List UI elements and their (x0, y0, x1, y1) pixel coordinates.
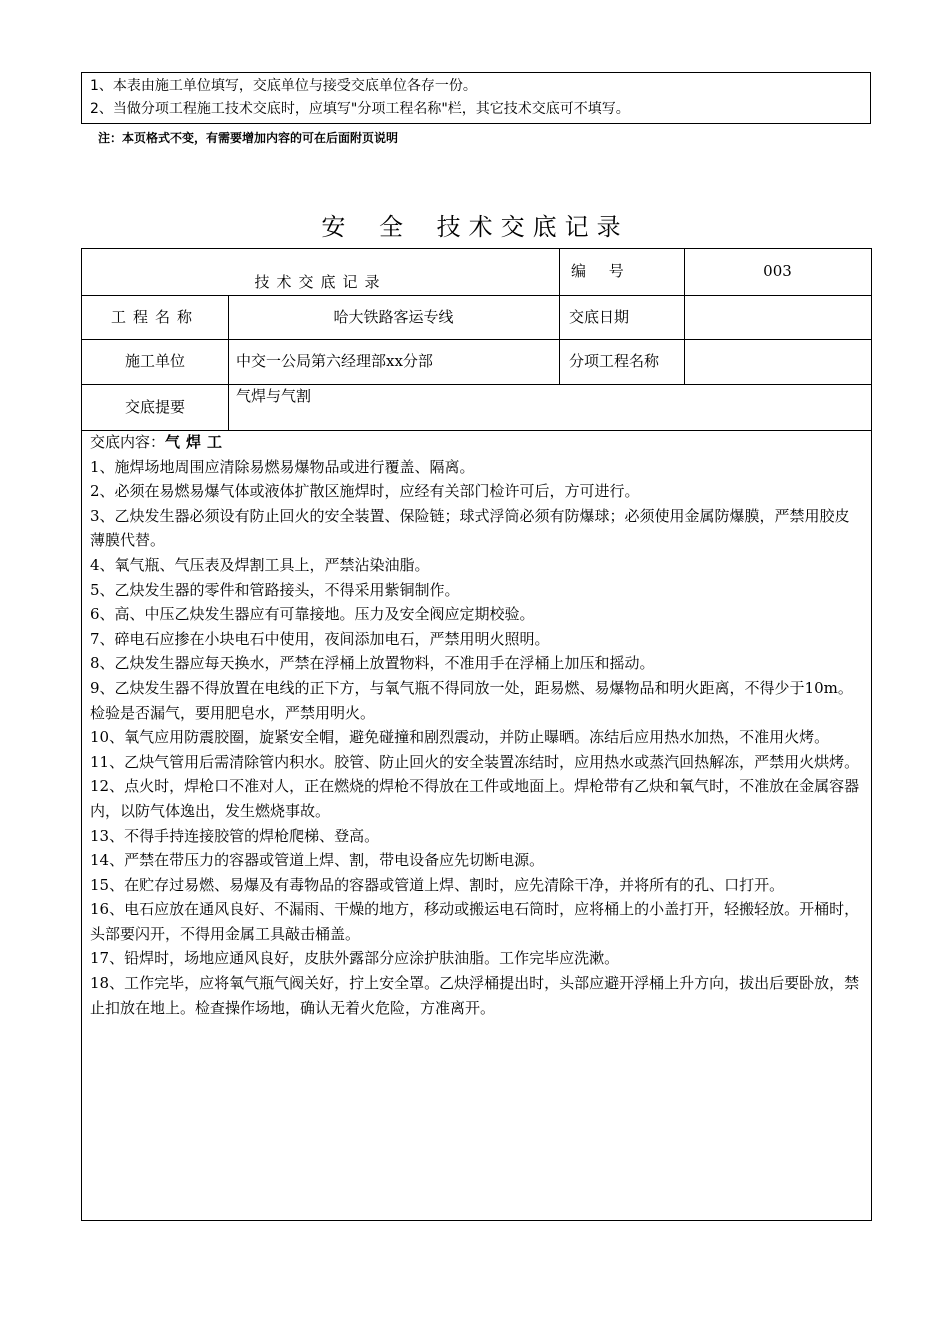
content-item: 16、电石应放在通风良好、不漏雨、干燥的地方，移动或搬运电石筒时，应将桶上的小盖打开，轻搬轻放。开桶时，头部要闪开，不得用金属工具敲击桶盖。 (90, 900, 860, 943)
content-item: 10、氧气应用防震胶圈，旋紧安全帽，避免碰撞和剧烈震动，并防止曝晒。冻结后应用热水加热，不准用火烤。 (90, 728, 830, 747)
content-item: 5、乙炔发生器的零件和管路接头，不得采用紫铜制作。 (90, 580, 460, 599)
subproject-value[interactable] (684, 339, 871, 384)
project-name-value[interactable]: 哈大铁路客运专线 (333, 308, 454, 326)
project-name-label: 工程名称 (110, 308, 199, 326)
content-item: 17、铅焊时，场地应通风良好，皮肤外露部分应涂护肤油脂。工作完毕应洗漱。 (90, 949, 620, 968)
summary-label: 交底提要 (124, 398, 185, 416)
content-item: 4、氧气瓶、气压表及焊割工具上，严禁沾染油脂。 (90, 555, 430, 574)
unit-value[interactable]: 中交一公局第六经理部xx分部 (236, 352, 433, 370)
content-item: 1、施焊场地周围应清除易燃易爆物品或进行覆盖、隔离。 (90, 457, 475, 476)
content-item: 8、乙炔发生器应每天换水，严禁在浮桶上放置物料，不准用手在浮桶上加压和摇动。 (90, 654, 655, 673)
content-item: 7、碎电石应掺在小块电石中使用，夜间添加电石，严禁用明火照明。 (90, 629, 550, 648)
content-item: 13、不得手持连接胶管的焊枪爬梯、登高。 (90, 826, 380, 845)
content-heading-line (90, 430, 862, 455)
content-item: 18、工作完毕，应将氧气瓶气阀关好，拧上安全罩。乙炔浮桶提出时，头部应避开浮桶上升方向，拔出后要卧放，禁止扣放在地上。检查操作场地，确认无着火危险，方准离开。 (90, 974, 860, 1017)
safety-briefing-form (81, 248, 872, 1221)
date-label: 交底日期 (569, 308, 630, 326)
number-label: 编 号 (571, 262, 624, 280)
content-item: 2、必须在易燃易爆气体或液体扩散区施焊时，应经有关部门检许可后，方可进行。 (90, 482, 640, 501)
instruction-line-2: 2、当做分项工程施工技术交底时，应填写"分项工程名称"栏，其它技术交底可不填写。 (90, 101, 630, 117)
footnote: 注：本页格式不变，有需要增加内容的可在后面附页说明 (98, 131, 399, 145)
content-item: 12、点火时，焊枪口不准对人，正在燃烧的焊枪不得放在工件或地面上。焊枪带有乙炔和氧气时，不准放在金属容器内，以防气体逸出，发生燃烧事故。 (90, 777, 860, 820)
form-header-label: 技术交底记录 (254, 273, 387, 291)
content-heading: 气焊工 (165, 433, 229, 451)
page-title: 安 全 技术交底记录 (321, 213, 629, 241)
number-value[interactable]: 003 (763, 262, 792, 280)
content-item: 11、乙炔气管用后需清除管内积水。胶管、防止回火的安全装置冻结时，应用热水或蒸汽回热解冻，严禁用火烘烤。 (90, 752, 860, 771)
date-value[interactable] (684, 295, 871, 339)
content-item: 15、在贮存过易燃、易爆及有毒物品的容器或管道上焊、割时，应先清除干净，并将所有的孔、口打开。 (90, 875, 785, 894)
content-item: 9、乙炔发生器不得放置在电线的正下方，与氧气瓶不得同放一处，距易燃、易爆物品和明火距离，不得少于10m。检验是否漏气，要用肥皂水，严禁用明火。 (90, 678, 853, 722)
content-item: 6、高、中压乙炔发生器应有可靠接地。压力及安全阀应定期校验。 (90, 605, 535, 624)
summary-value[interactable]: 气焊与气割 (236, 387, 312, 405)
briefing-content (90, 430, 862, 1020)
unit-label: 施工单位 (124, 352, 185, 370)
content-item: 3、乙炔发生器必须设有防止回火的安全装置、保险链；球式浮筒必须有防爆球；必须使用金属防爆膜，严禁用胶皮薄膜代替。 (90, 506, 850, 550)
instructions-box (81, 72, 871, 124)
instruction-line-1: 1、本表由施工单位填写，交底单位与接受交底单位各存一份。 (90, 78, 477, 94)
subproject-label: 分项工程名称 (569, 352, 660, 370)
content-label: 交底内容： (90, 433, 166, 451)
content-item: 14、严禁在带压力的容器或管道上焊、割，带电设备应先切断电源。 (90, 851, 545, 870)
